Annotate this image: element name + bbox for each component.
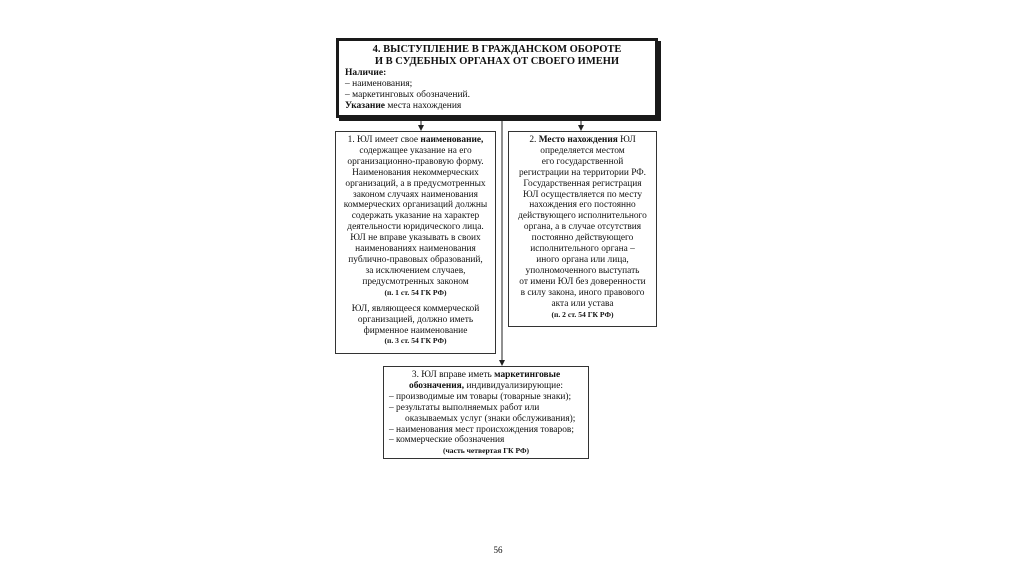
name-box-line: фирменное наименование (363, 325, 468, 336)
name-box-line: содержащее указание на его (359, 145, 472, 156)
name-box-lead: 1. ЮЛ имеет свое наименование, (347, 135, 484, 145)
name-box-line: публично-правовых образований, (348, 254, 483, 265)
marketing-box-lead2: обозначения, индивидуализирующие: (409, 380, 563, 391)
name-box-line: предусмотренных законом (362, 276, 469, 287)
location-box-line: постоянно действующего (531, 233, 634, 244)
location-box-line: его государственной (541, 156, 624, 167)
presence-item: – наименования; (345, 79, 413, 89)
marketing-box (383, 366, 589, 459)
name-box-line: деятельности юридического лица. (347, 222, 484, 233)
header-title: 4. ВЫСТУПЛЕНИЕ В ГРАЖДАНСКОМ ОБОРОТЕ И В СУДЕБНЫХ ОРГАНАХ ОТ СВОЕГО ИМЕНИ (372, 44, 622, 67)
location-box-line: действующего исполнительного (518, 211, 647, 222)
location-box-line: уполномоченного выступать (525, 265, 640, 276)
marketing-item: – результаты выполняемых работ или (389, 402, 540, 413)
name-box-line: содержать указание на характер (351, 211, 480, 222)
location-box-line: органа, а в случае отсутствия (523, 222, 642, 233)
location-box-line: в силу закона, иного правового (520, 287, 645, 298)
presence-item: – маркетинговых обозначений. (345, 90, 470, 100)
marketing-item: – коммерческие обозначения (389, 435, 505, 446)
name-box-line: Наименования некоммерческих (352, 167, 479, 178)
header-body (345, 68, 649, 112)
header-box (336, 38, 658, 118)
name-box-line: ЮЛ не вправе указывать в своих (350, 233, 481, 244)
marketing-item: – наименования мест происхождения товаров; (389, 424, 574, 435)
location-box-line: акта или устава (551, 298, 614, 309)
marketing-item: оказываемых услуг (знаки обслуживания); (405, 413, 576, 424)
location-box-lead: 2. Место нахождения ЮЛ (529, 135, 636, 145)
location-box-line: исполнительного органа – (530, 244, 635, 255)
name-box-line: наименованиях наименования (355, 244, 476, 255)
marketing-box-ref: (часть четвертая ГК РФ) (442, 446, 530, 456)
location-box (508, 131, 657, 327)
name-box-line: за исключением случаев, (365, 265, 466, 276)
name-box-line: коммерческих организаций должны (343, 200, 488, 211)
page-number: 56 (493, 545, 503, 555)
name-box-line: организацией, должно иметь (357, 314, 474, 325)
location-box-line: регистрации на территории РФ. (518, 167, 647, 178)
location-box-line: нахождения его постоянно (529, 200, 636, 211)
name-box-line: ЮЛ, являющееся коммерческой (351, 303, 480, 314)
name-box-line: организационно-правовую форму. (347, 156, 484, 167)
name-box-ref: (п. 1 ст. 54 ГК РФ) (384, 287, 447, 297)
name-box-line: организаций, а в предусмотренных (345, 178, 486, 189)
name-box (335, 131, 496, 354)
presence-label: Наличие: (345, 68, 387, 78)
location-box-line: иного органа или лица, (536, 254, 629, 265)
marketing-box-lead: 3. ЮЛ вправе иметь маркетинговые (411, 370, 561, 380)
location-box-ref: (п. 2 ст. 54 ГК РФ) (551, 309, 614, 319)
location-box-line: Государственная регистрация (523, 178, 642, 189)
name-box-ref: (п. 3 ст. 54 ГК РФ) (384, 336, 447, 346)
name-box-line: законом случаях наименования (353, 189, 478, 200)
location-box-line: ЮЛ осуществляется по месту (522, 189, 643, 200)
location-box-line: определяется местом (540, 145, 625, 156)
location-box-line: от имени ЮЛ без доверенности (519, 276, 646, 287)
marketing-item: – производимые им товары (товарные знаки); (389, 391, 572, 402)
indication-line: Указание места нахождения (345, 101, 462, 111)
